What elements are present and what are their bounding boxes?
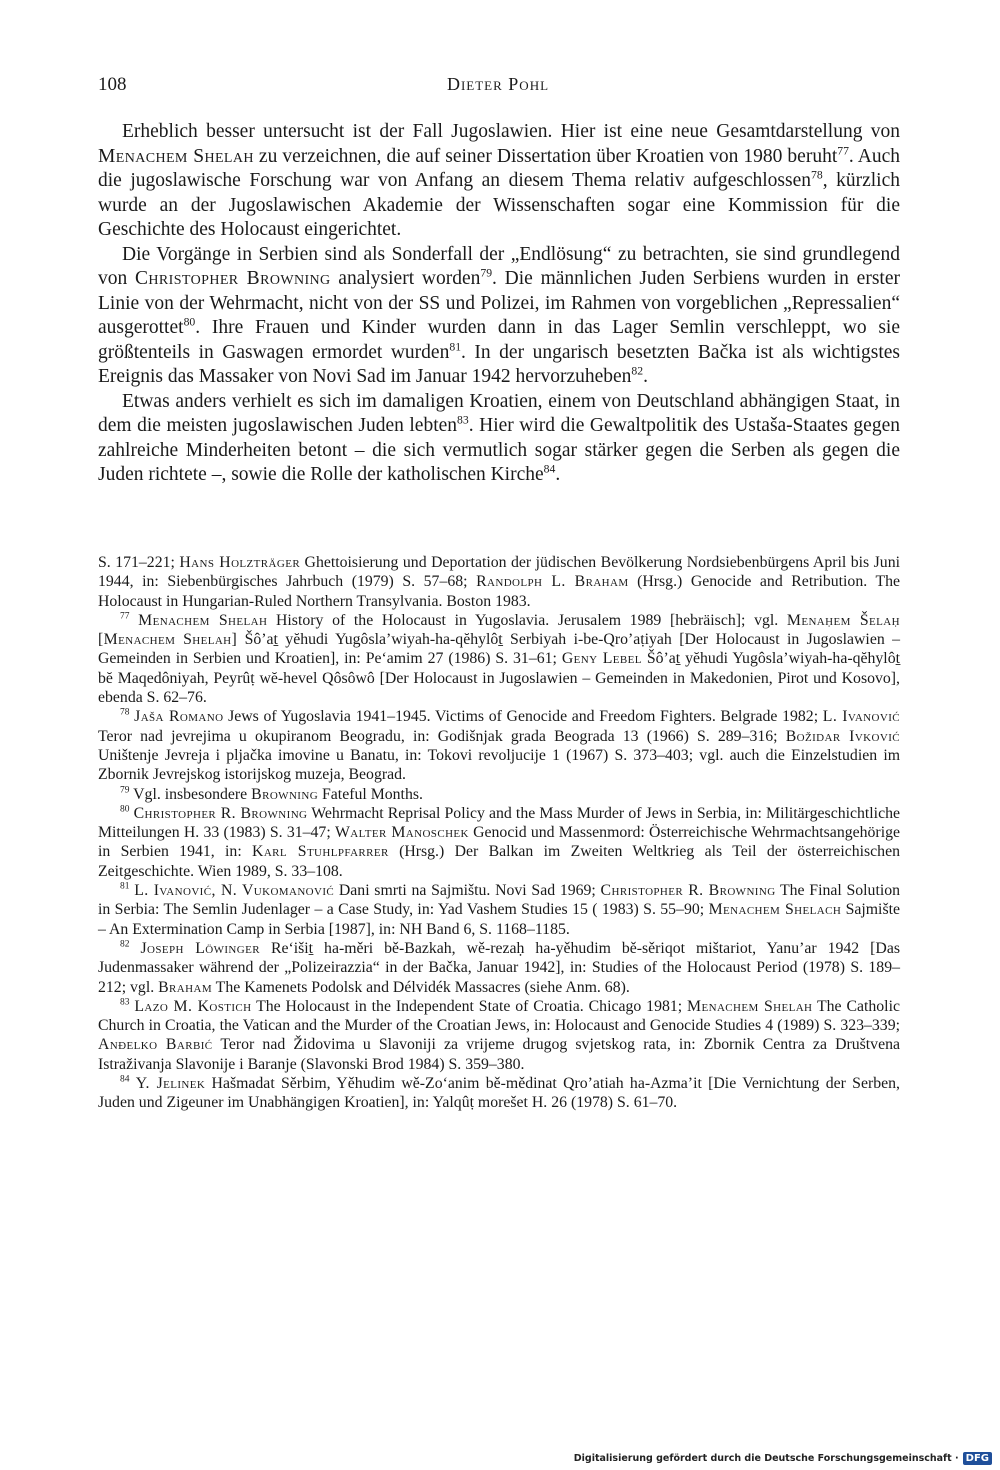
footnote: $^{78}$ Jaša Romano Jews of Yugoslavia 1941–1945. Victims of Genocide and Freedom Fighters. Belgrade 1982; L. Ivanović Teror nad jevrejima u okupiranom Beogradu, in: Godišnjak grada Beograda 13 (1966) S. 289–316; Božidar Ivković Uništenje Jevreja i pljačka imovine u Banatu, in: Tokovi revoljucije 1 (1967) S. 373–403; vgl. auch die Einzelstudien im Zbornik Jevrejskog istorijskog muzeja, Beograd. xyxy=(98,708,900,784)
footnote-number: 77 xyxy=(120,611,130,622)
author-name: Menachem Shelah xyxy=(98,145,254,167)
footnote-number: 83 xyxy=(120,997,130,1008)
footnote-ref: 83 xyxy=(457,413,469,427)
footnote: $^{80}$ Christopher R. Browning Wehrmacht Reprisal Policy and the Mass Murder of Jews in Serbia, in: Militärgeschichtliche Mitteilungen H. 33 (1983) S. 31–47; Walter Manoschek Genocid und Massenmord: Österreichische Wehrmachtsangehörige in Serbien 1941, in: Karl Stuhlpfarrer (Hrsg.) Der Balkan im Zweiten Weltkrieg als Teil der österreichischen Zeitgeschichte. Wien 1989, S. 33–108. xyxy=(98,804,900,880)
footnote-number: 80 xyxy=(120,804,130,815)
paragraph: Etwas anders verhielt es sich im damaligen Kroatien, einem von Deutschland abhängigen Staat, in dem die meisten jugoslawischen Juden lebten$^{83}$. Hier wird die Gewaltpolitik des Ustaša-Staates gegen zahlreiche Minderheiten betont – die sich vermutlich sogar stärker gegen die Serben als gegen die Juden richtete –, sowie die Rolle der katholischen Kirche$^{84}$. xyxy=(98,390,900,485)
main-text xyxy=(98,120,900,488)
footnote-continuation: S. 171–221; Hans Holzträger Ghettoisierung und Deportation der jüdischen Bevölkerung Nordsiebenbürgens April bis Juni 1944, in: Siebenbürgisches Jahrbuch (1979) S. 57–68; Randolph L. Braham (Hrsg.) Genocide and Retribution. The Holocaust in Hungarian-Ruled Northern Transylvania. Boston 1983. xyxy=(98,554,900,610)
footnote-ref: 80 xyxy=(183,315,196,329)
footnote-ref: 81 xyxy=(449,340,462,353)
page-header xyxy=(98,74,898,102)
footnote: $^{82}$ Joseph Löwinger Re‘išiṯ ha-měri bě-Bazkah, wě-rezaḥ ha-yěhudim bě-sěriqot mištariot, Yanu’ar 1942 [Das Judenmassaker während der „Polizeirazzia“ in der Bačka, Januar 1942], in: Studies of the Holocaust Period (1978) S. 189–212; vgl. Braham The Kamenets Podolsk and Délvidék Massacres (siehe Anm. 68). xyxy=(98,939,900,996)
running-head: Dieter Pohl xyxy=(446,74,550,94)
footnotes xyxy=(98,553,900,1113)
footnote: $^{81}$ L. Ivanović, N. Vukomanović Dani smrti na Sajmištu. Novi Sad 1969; Christopher R. Browning The Final Solution in Serbia: The Semlin Judenlager – a Case Study, in: Yad Vashem Studies 15 ( 1983) S. 55–90; Menachem Shelach Sajmište – An Extermination Camp in Serbia [1987], in: NH Band 6, S. 1168–1185. xyxy=(98,881,901,938)
footnote-ref: 78 xyxy=(811,168,823,182)
footnote-number: 84 xyxy=(120,1074,130,1085)
page-number: 108 xyxy=(98,74,127,95)
footnote-ref: 77 xyxy=(837,144,849,157)
dfg-logo: DFG xyxy=(963,1452,992,1465)
footnote: $^{79}$ Vgl. insbesondere Browning Fateful Months. xyxy=(120,785,423,803)
footnote: $^{83}$ Lazo M. Kostich The Holocaust in the Independent State of Croatia. Chicago 1981; Menachem Shelah The Catholic Church in Croatia, the Vatican and the Murder of the Croatian Jews, in: Holocaust and Genocide Studies 4 (1989) S. 323–339; Anđelko Barbić Teror nad Židovima u Slavoniji za vrijeme drugog svjetskog rata, in: Zbornik Centra za Društvena Istraživanja Slavonije i Baranje (Slavonski Brod 1984) S. 359–380. xyxy=(98,997,900,1073)
footnote-number: 82 xyxy=(120,939,130,950)
footnote-number: 78 xyxy=(120,708,130,719)
footnote-ref: 84 xyxy=(543,462,556,476)
footnote-number: 81 xyxy=(120,881,130,892)
author-name: Christopher Browning xyxy=(135,268,331,289)
footnote-number: 79 xyxy=(120,785,130,796)
digitization-footer xyxy=(574,1448,992,1468)
footnote: $^{84}$ Y. Jelinek Hašmadat Sěrbim, Yěhudim wě-Zo‘anim bě-mědinat Qro’atiah ha-Azma’it [Die Vernichtung der Serben, Juden und Zigeuner im Unabhängigen Kroatien], in: Yalqûṭ morešet H. 26 (1978) S. 61–70. xyxy=(98,1074,900,1112)
paragraph: Die Vorgänge in Serbien sind als Sonderfall der „Endlösung“ zu betrachten, sie sind grundlegend von Christopher Browning analysiert worden$^{79}$. Die männlichen Juden Serbiens wurden in erster Linie von der Wehrmacht, nicht von der SS und Polizei, im Rahmen von vorgeblichen „Repressalien“ ausgerottet$^{80}$. Ihre Frauen und Kinder wurden dann in das Lager Semlin verschleppt, wo sie größtenteils in Gaswagen ermordet wurden$^{81}$. In der ungarisch besetzten Bačka ist als wichtigstes Ereignis das Massaker von Novi Sad im Januar 1942 hervorzuheben$^{82}$. xyxy=(98,243,900,387)
footer-text: Digitalisierung gefördert durch die Deutsche Forschungsgemeinschaft · xyxy=(573,1452,959,1464)
footnote-ref: 82 xyxy=(631,364,644,378)
footnote-ref: 79 xyxy=(480,266,493,280)
paragraph: Erheblich besser untersucht ist der Fall Jugoslawien. Hier ist eine neue Gesamtdarstellung von Menachem Shelah zu verzeichnen, die auf seiner Dissertation über Kroatien von 1980 beruht$^{77}$. Auch die jugoslawische Forschung war von Anfang an diesem Thema relativ aufgeschlossen$^{78}$, kürzlich wurde an der Jugoslawischen Akademie der Wissenschaften sogar eine Kommission für die Geschichte des Holocaust eingerichtet. xyxy=(98,121,900,240)
footnote: $^{77}$ Menachem Shelah History of the Holocaust in Yugoslavia. Jerusalem 1989 [hebräisch]; vgl. Menaḥem Šelaḥ [Menachem Shelah] Šô’aṯ yĕhudi Yugôsla’wiyah-ha-qĕhylôṯ Serbiyah i-be-Qro’aṭiyah [Der Holocaust in Jugoslawien – Gemeinden in Serbien und Kroatien], in: Pe‘amim 27 (1986) S. 31–61; Geny Lebel Šô’aṯ yĕhudi Yugôsla’wiyah-ha-qĕhylôṯ bĕ Maqedôniyah, Peyrûṭ wĕ-hevel Qôsôwô [Der Holocaust in Jugoslawien – Gemeinden in Makedonien, Pirot und Kosovo], ebenda S. 62–76. xyxy=(98,611,901,707)
